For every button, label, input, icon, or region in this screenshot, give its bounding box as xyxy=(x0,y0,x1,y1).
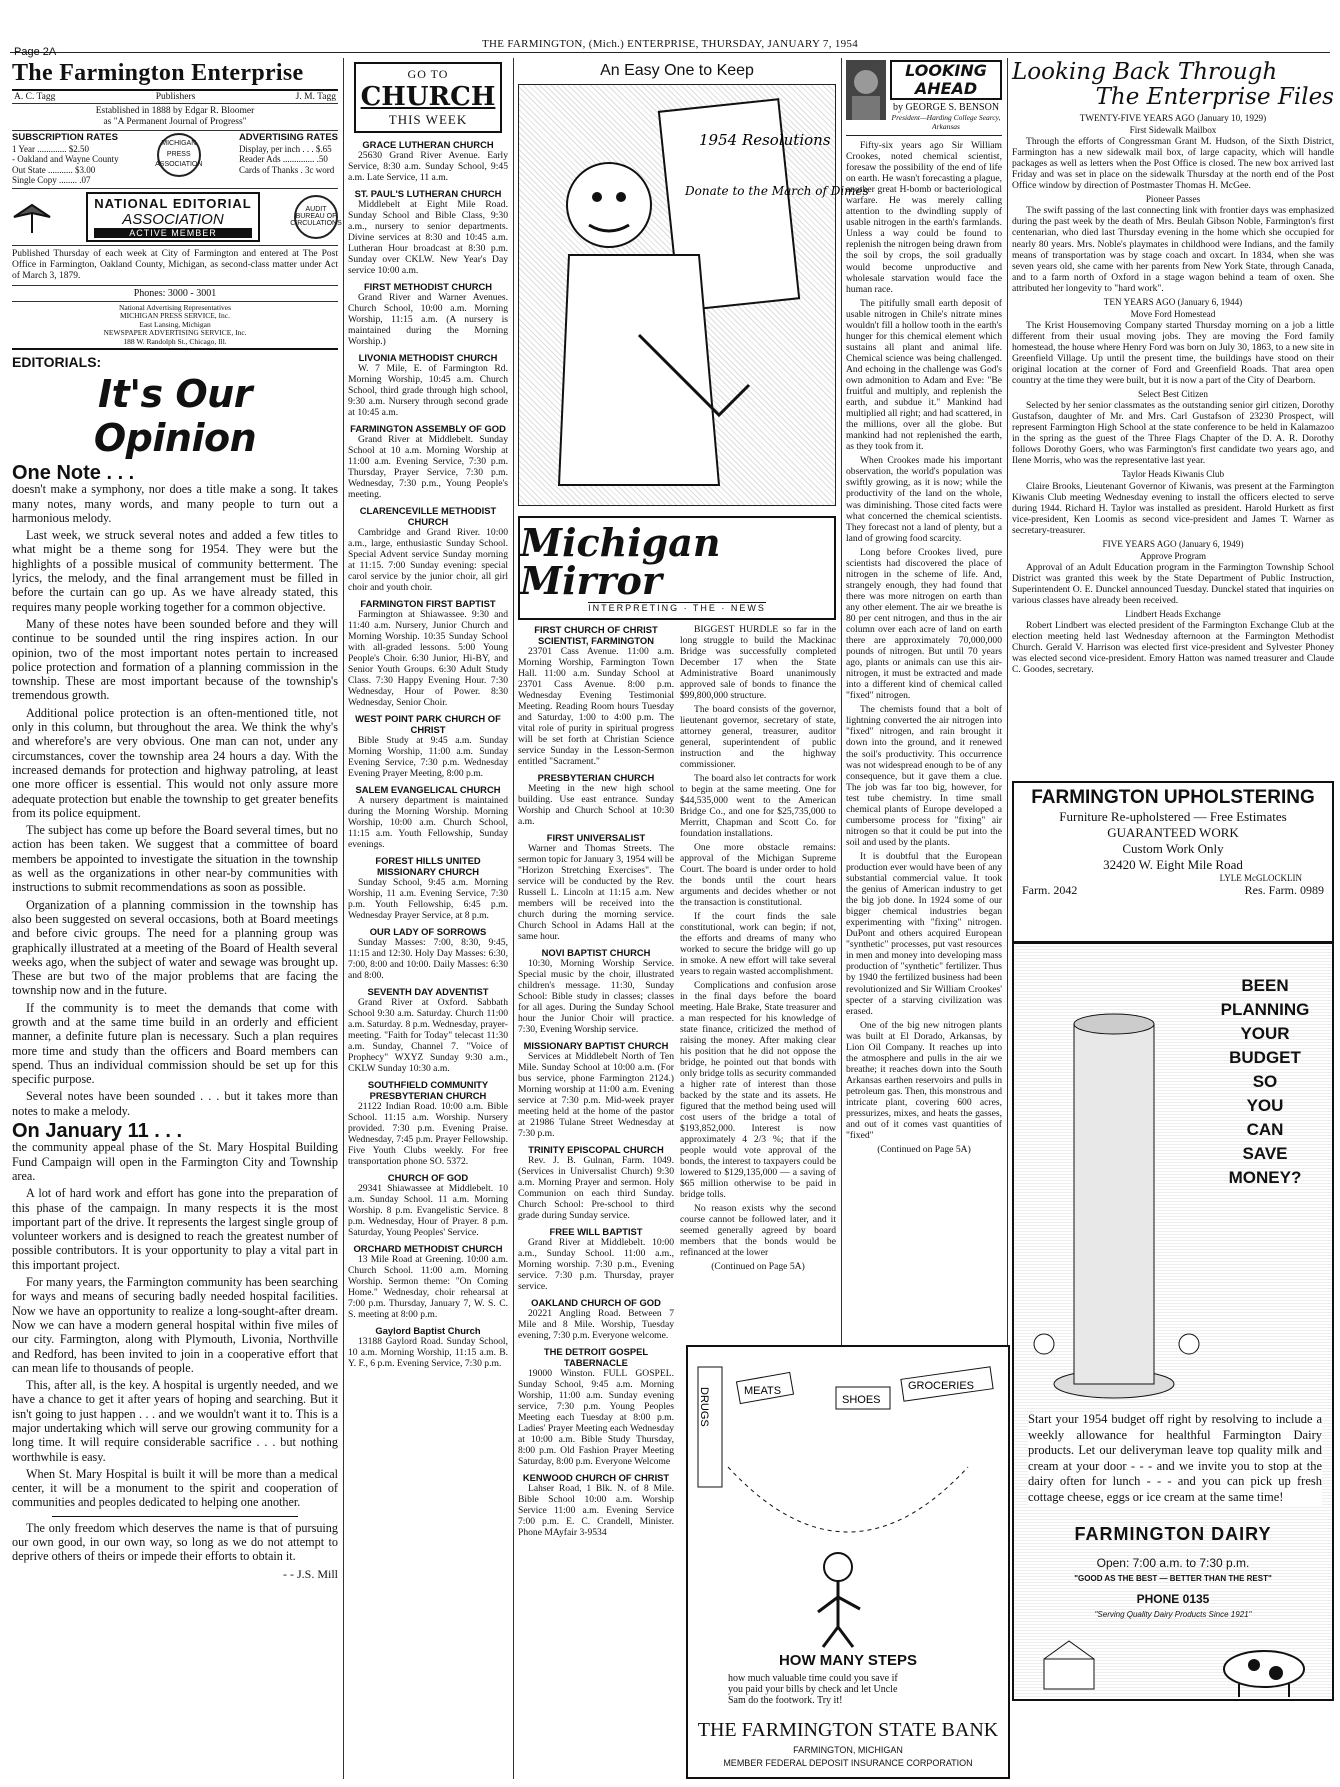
church-name: PRESBYTERIAN CHURCH xyxy=(537,772,655,783)
looking-ahead-column xyxy=(846,60,1002,1337)
quote-signature: - - J.S. Mill xyxy=(282,1566,338,1581)
editorial-paragraph: When St. Mary Hospital is built it will be more than a medical center, it will be a monument to the spirit and cooperation of communities and peoples dedicated to helping one another. xyxy=(12,1466,338,1510)
dairy-q-word: SAVE xyxy=(1242,1144,1288,1163)
scroll-title: 1954 Resolutions xyxy=(699,131,831,149)
church-name: FARMINGTON FIRST BAPTIST xyxy=(360,598,496,609)
seal-text: AUDIT BUREAU OF CIRCULATIONS xyxy=(290,206,342,227)
sign-shoes: SHOES xyxy=(842,1394,881,1406)
church-name: THE DETROIT GOSPEL TABERNACLE xyxy=(543,1346,649,1368)
eagle-icon xyxy=(12,199,52,235)
bank-name: THE FARMINGTON STATE BANK xyxy=(697,1719,999,1741)
adv-row: Cards of Thanks . 3c word xyxy=(238,164,335,175)
editorial-subhead-1: One Note . . . xyxy=(12,462,135,484)
mirror-title: Michigan Mirror xyxy=(520,519,721,603)
church-listing xyxy=(518,1297,674,1341)
editorial-subhead-2: On January 11 . . . xyxy=(12,1120,183,1143)
church-schedule: 20221 Angling Road. Between 7 Mile and 8 Mile. Worship, Tuesday evening, 7:30 p.m. Everyone welcome. xyxy=(518,1308,674,1341)
upholstery-phones xyxy=(1014,883,1332,898)
lb-item-heading: Select Best Citizen xyxy=(1138,389,1208,400)
lb-paragraph: Robert Lindbert was elected president of the Farmington Exchange Club at the election meeting held last Wednesday afternoon at the Farmington Methodist Church. Gerald V. Harrison was elected first vice-president and Sylvester Phoney was elected second vice-president. Emory Hatton was named treasurer and Claude C. Goodes, secretary. xyxy=(1012,620,1334,676)
church-listing xyxy=(518,1040,674,1139)
church-listing xyxy=(348,139,508,183)
upholstery-res-phone: Res. Farm. 0989 xyxy=(1244,883,1324,897)
subscription-heading: SUBSCRIPTION RATES xyxy=(12,132,118,143)
looking-ahead-box xyxy=(890,60,1002,100)
portrait-icon xyxy=(846,60,886,120)
lb-paragraph: The swift passing of the last connecting link with frontier days was emphasized during the past week by the death of Mrs. Beulah Gibson Noble, Farmington's first centenarian, who died last Thursday evening in the home which she occupied for nearly 80 years. Mrs. Noble's playmates in childhood were Indians, and the family means of transportation was by stage coach and oxcart. In 1834, when she was seven years old, she came with her parents from New York State, through Canada, and to a farm north of Oxford in a stage wagon behind a team of oxen. She attributed her longevity to "hard work". xyxy=(1012,205,1334,294)
church-name: FIRST UNIVERSALIST xyxy=(546,832,646,843)
street-scene-icon xyxy=(688,1347,1008,1647)
editorial-paragraph: Additional police protection is an often-mentioned title, not only in this column, but throughout the area. We think the why's and wherefore's are very obvious. One man can not, under any circumstances, cover the township area 24 hours a day. With the increased demands for protection and highway patroling, at least one more officer is essential. This would not only assure more adequate protection but enable the township to get greater benefits from its police equipment. xyxy=(12,705,338,820)
looking-ahead-header xyxy=(846,60,1002,136)
folio-header: THE FARMINGTON, (Mich.) ENTERPRISE, THURSDAY, JANUARY 7, 1954 xyxy=(481,38,859,50)
dairy-question xyxy=(1210,974,1320,1190)
looking-ahead-body xyxy=(846,140,1002,1155)
church-name: FIRST CHURCH OF CHRIST SCIENTIST, FARMINGTON xyxy=(534,624,658,646)
continued-line: (Continued on Page 5A) xyxy=(877,1144,971,1156)
church-name: SOUTHFIELD COMMUNITY PRESBYTERIAN CHURCH xyxy=(367,1079,489,1101)
church-listing xyxy=(348,986,508,1074)
lb-item-heading: Lindbert Heads Exchange xyxy=(1125,609,1221,620)
folio-bar xyxy=(10,36,1330,58)
lb-paragraph: The Krist Housemoving Company started Thursday morning on a job a little different from their usual moving jobs. They are moving the Ford family homestead, the house where Henry Ford was born on July 30, 1863, to a new site in Greenfield Village. Up until the present time, the buildings have stood on their original location at the corner of Ford and Greenfield Roads. That area open country at the time they were built, but it is now a part of the City of Dearborn. xyxy=(1012,319,1334,387)
lb-item-heading: Taylor Heads Kiwanis Club xyxy=(1121,469,1225,480)
la-paragraph: Long before Crookes lived, pure scientists had discovered the place of nitrogen in the scheme of life. And, strangely enough, they had found that there was more nitrogen on earth than any other element. The air we breathe is 80 per cent nitrogen, and thus in the air column over each acre of land on earth there are approximately 70,000,000 pounds of nitrogen. But until 70 years ago, plants or animals can use this air-nitrogen, it must be extracted and made into a different kind of chemical called "fixed" nitrogen. xyxy=(846,546,1002,702)
bank-headline: HOW MANY STEPS xyxy=(778,1652,918,1669)
church-schedule: Middlebelt at Eight Mile Road. Sunday School and Bible Class, 9:30 a.m., nursery to senior departments. Divine services at 8:30 and 10:45 a.m. Lutheran Hour broadcast at 8:30 p.m. Sunday over CKLW. New Year's Day service 10:00 a.m. xyxy=(348,199,508,276)
mirror-tagline: INTERPRETING · THE · NEWS xyxy=(588,602,766,613)
lb-paragraph: Claire Brooks, Lieutenant Governor of Kiwanis, was present at the Farmington Kiwanis Club meeting Wednesday evening to install the officers elected to serve during 1944. Richard H. Taylor was installed as president. Harold Hurkett as first vice-president, Ken Loomis as second vice-president and James T. Warner as secretary-treasurer. xyxy=(1012,480,1334,536)
church-schedule: Farmington at Shiawassee. 9:30 and 11:40 a.m. Nursery, Junior Church and Morning Worship. 10:35 Sunday School with all-graded lessons. 5:00 Young People's Choir. 6:30 Junior, Hi-BY, and Senior Youth Groups. 6:30 Adult Study Class. 7:30 Happy Evening Hour. 7:30 Wednesday, Hour of Power. 8:30 Wednesday, Senior Choir. xyxy=(348,609,508,708)
cartoon-title: An Easy One to Keep xyxy=(600,62,754,79)
cartoon-man-icon xyxy=(519,85,869,503)
church-listing xyxy=(348,505,508,593)
subscription-rates xyxy=(12,133,119,186)
church-listing xyxy=(348,1325,508,1369)
dairy-q-word: YOU xyxy=(1246,1096,1284,1115)
nea-emblem xyxy=(86,192,259,242)
rep-line: East Lansing, Michigan xyxy=(139,319,211,329)
mirror-paragraph: No reason exists why the second course cannot be followed later, and it seemed generally agreed by board members that the bonds would be refinanced at the lower xyxy=(680,1203,836,1258)
church-name: FREE WILL BAPTIST xyxy=(549,1226,643,1237)
church-name: CLARENCEVILLE METHODIST CHURCH xyxy=(359,505,497,527)
dairy-q-word: CAN xyxy=(1246,1120,1284,1139)
church-listing xyxy=(518,832,674,942)
church-name: ORCHARD METHODIST CHURCH xyxy=(353,1243,503,1254)
church-schedule: 19000 Winston. FULL GOSPEL. Sunday School, 9:45 a.m. Morning Worship, 11:00 a.m. Sunday evening service, 7:30 p.m. Young Peoples Meeting each Tuesday at 8:00 p.m. Ladies' Prayer Meeting each Wednesday at 10:00 a.m. Bible Study Thursday, 8:00 p.m. Old Fashion Prayer Meeting Saturday, 8:00 p.m. Everyone Welcome xyxy=(518,1368,674,1467)
upholstery-address: 32420 W. Eight Mile Road xyxy=(1103,857,1243,872)
sub-row: 1 Year ............. $2.50 xyxy=(12,143,90,154)
dairy-q-word: PLANNING xyxy=(1220,1000,1310,1019)
bank-fdic: MEMBER FEDERAL DEPOSIT INSURANCE CORPORATION xyxy=(723,1758,973,1768)
church-listing xyxy=(348,281,508,347)
la-paragraph: One of the big new nitrogen plants was built at El Dorado, Arkansas, by Lion Oil Company. It reaches up into the atmosphere and pulls in the air we breathe; it reaches down into the South Arkansas earthen reservoirs and pulls in petroleum gas. Then, this monstrous and intricate plant, covering 600 acres, pressurizes, mixes, and heats the gasses, and out of it comes vast quantities of "fixed" xyxy=(846,1019,1002,1142)
church-column xyxy=(348,60,508,1779)
advertising-rates xyxy=(239,133,338,186)
nea-block xyxy=(12,189,342,246)
mirror-paragraph: One more obstacle remains: approval of the Michigan Supreme Court. The board is under order to hold the bonds until the court hears arguments and decides whether or not the transaction is constitutional. xyxy=(680,842,836,908)
looking-back-body xyxy=(1012,113,1334,675)
banner-go: GO TO xyxy=(407,67,449,81)
publisher-right: J. M. Tagg xyxy=(295,92,336,102)
press-association-seal-icon xyxy=(157,133,201,177)
church-name: FARMINGTON ASSEMBLY OF GOD xyxy=(350,423,506,434)
editorial-paragraph: doesn't make a symphony, nor does a title make a song. It takes many notes, many words, and many people to turn out a harmonious melody. xyxy=(12,482,338,525)
church-schedule: 13188 Gaylord Road. Sunday School, 10 a.m. Morning Worship, 11:15 a.m. B. Y. F., 6 p.m. Evening Service, 7:30 p.m. xyxy=(348,1336,508,1369)
church-listing xyxy=(348,352,508,418)
church-listing xyxy=(348,855,508,921)
sub-row: Single Copy ........ .07 xyxy=(12,175,91,185)
upholstery-owner: LYLE McGLOCKLIN xyxy=(1219,873,1302,883)
mirror-church-list xyxy=(518,624,674,1543)
church-listing xyxy=(348,188,508,276)
church-listing xyxy=(348,713,508,779)
church-name: SALEM EVANGELICAL CHURCH xyxy=(355,784,501,795)
la-paragraph: Fifty-six years ago Sir William Crookes, noted chemical scientist, foresaw the possibility of the end of life on earth. He wasn't forecasting a plague, another great H-bomb or bacteriological warfare. He was merely calling attention to the dwindling supply of usable nitrogen in the earth's farmlands. Unless a way could be found to replenish the nitrogen being drawn from the soil by crops, the soil gradually would become unproductive and wholesale starvation would face the human race. xyxy=(846,140,1002,295)
church-name: FOREST HILLS UNITED MISSIONARY CHURCH xyxy=(375,855,481,877)
dairy-phone: PHONE 0135 xyxy=(1136,1592,1210,1606)
editorial-paragraph: Last week, we struck several notes and added a few titles to what might be a theme song for 1954. They were but the highlights of a possible musical of community betterment. The lyrics, the melody, and the final arrangement must be filled in before the curtain can go up. As we have already stated, this requires many people working together for a common objective. xyxy=(12,528,338,614)
church-schedule: 10:30, Morning Worship Service. Special music by the choir, illustrated children's message. 11:30, Sunday School: Bible study in classes; classes for all ages. During the Sunday School hour the Junior Choir will practice. 7:30, Evening Worship service. xyxy=(518,958,674,1035)
column-rule xyxy=(343,58,344,1779)
church-schedule: W. 7 Mile, E. of Farmington Rd. Morning Worship, 10:45 a.m. Church School, third grade through high school, 9:30 a.m. Nursery through second grade at 10:45 a.m. xyxy=(348,363,508,418)
upholstery-line: Custom Work Only xyxy=(1122,841,1224,856)
editorial-paragraph: the community appeal phase of the St. Mary Hospital Building Fund Campaign will open in the Farmington City and Township area. xyxy=(12,1140,338,1183)
church-listing xyxy=(348,926,508,981)
upholstery-phone: Farm. 2042 xyxy=(1022,883,1078,897)
dairy-q-word: YOUR xyxy=(1240,1024,1290,1043)
lb-item-heading: Move Ford Homestead xyxy=(1130,308,1216,319)
seal-text: MICHIGAN PRESS ASSOCIATION xyxy=(155,140,203,169)
la-byline: by GEORGE S. BENSON xyxy=(892,102,1000,113)
church-schedule: Cambridge and Grand River. 10:00 a.m., large, enthusiastic Sunday School. Special Advent service Sunday morning at 11:15. 7:00 Sunday evening: special carol service by the junior choir, all girl choir and youth choir. xyxy=(348,527,508,593)
sign-groceries: GROCERIES xyxy=(908,1380,975,1392)
lb-section-heading: TEN YEARS AGO (January 6, 1944) xyxy=(1103,296,1243,307)
continued-line: (Continued on Page 5A) xyxy=(711,1261,805,1272)
quote-text: The only freedom which deserves the name is that of pursuing our own good, in our own way, so long as we do not attempt to deprive others of theirs or impede their efforts to obtain it. xyxy=(12,1520,338,1564)
scroll-note: Donate to the March of Dimes xyxy=(685,184,869,198)
motto-line: as "A Permanent Journal of Progress" xyxy=(103,117,247,127)
lb-title-1: Looking Back Through xyxy=(1012,59,1278,85)
editorial-paragraph: The subject has come up before the Board several times, but no action has been taken. We suggest that a committee of board members be appointed to investigate the situation in the township as well as the organizations in other near-by communities with instructions to submit recommendations as soon as possible. xyxy=(12,823,338,895)
church-name: NOVI BAPTIST CHURCH xyxy=(541,947,651,958)
page-number: Page 2A xyxy=(14,46,57,58)
la-role: President—Harding College Searcy, Arkansas xyxy=(891,113,1001,131)
editorial-paragraph: Organization of a planning commission in the township has also been suggested on several occasions, both at Board meetings and before civic groups. The need for a planning group was graphically illustrated at a meeting of the Board of Health several weeks ago, when the subject of water and sewage was brought up. These are but two of the major problems that are facing the township now and in the future. xyxy=(12,897,338,998)
lb-item-heading: First Sidewalk Mailbox xyxy=(1129,125,1217,136)
mirror-paragraph: BIGGEST HURDLE so far in the long struggle to build the Mackinac Bridge was successfully completed December 17 when the State Administrative Board unanimously approved sale of bonds to finance the $99,800,000 structure. xyxy=(680,624,836,701)
la-paragraph: When Crookes made his important observation, the world's population was swiftly growing, as it is now; while the productivity of the land on the whole, was diminishing. Those cited facts were what concerned the chemical scientists. They forecast not a land of plenty, but a land of growing food scarcity. xyxy=(846,455,1002,544)
church-name: KENWOOD CHURCH OF CHRIST xyxy=(522,1472,670,1483)
church-list xyxy=(348,139,508,1369)
lb-item-heading: Approve Program xyxy=(1139,550,1207,561)
church-schedule: Rev. J. B. Gulnan, Farm. 1049. (Services in Universalist Church) 9:30 a.m. Morning Prayer and sermon. Holy Communion on each third Sunday. Church School: Pre-school to third grade during Sunday service. xyxy=(518,1155,674,1221)
mirror-paragraph: The board consists of the governor, lieutenant governor, secretary of state, attorney general, treasurer, auditor general, superintendent of public instruction and the highway commissioner. xyxy=(680,704,836,770)
editorial-paragraph: Several notes have been sounded . . . but it takes more than notes to make a melody. xyxy=(12,1089,338,1118)
church-schedule: Meeting in the new high school building. Use east entrance. Sunday Worship and Church School at 10:30 a.m. xyxy=(518,783,674,827)
upholstery-name: FARMINGTON UPHOLSTERING xyxy=(1031,787,1315,808)
editorial-heading: It's Our Opinion xyxy=(93,372,257,460)
upholstery-advertisement xyxy=(1012,781,1334,943)
la-paragraph: It is doubtful that the European production ever would have been of any substantial commercial value. It took the genius of American industry to get the big job done. In 1924 some of our bigger chemical industries began experimenting with "fixing" nitrogen. DuPont and others acquired European "synthetic" processes, put vast resources in men and money into developing mass production of "synthetic" fertilizer. Thus by 1940 the fertilized business had been revolutionized and Sir William Crookes' specter of a starving civilization was erased. xyxy=(846,850,1002,1017)
church-schedule: 21122 Indian Road. 10:00 a.m. Bible School. 11:15 a.m. Worship. Nursery provided. 7:30 p.m. Evening Praise. Wednesday, 7:45 p.m. Prayer Fellowship. Five Youth Clubs weekly. For free transportation phone SO. 5372. xyxy=(348,1101,508,1167)
lb-paragraph: Through the efforts of Congressman Grant M. Hudson, of the Sixth District, Farmington has a new sidewalk mail box, of large capacity, which will handle packages as well as letters when the Post Office is closed. The new box arrived last Friday and was set in place on the sidewalk Thursday at the north end of the Post Office window by direction of Postmaster Thomas H. McGee. xyxy=(1012,136,1334,192)
divider xyxy=(52,1516,298,1517)
church-listing xyxy=(518,1346,674,1467)
dairy-q-word: BEEN xyxy=(1241,976,1289,995)
dairy-hours: Open: 7:00 a.m. to 7:30 p.m. xyxy=(1096,1556,1250,1570)
rep-line: MICHIGAN PRESS SERVICE, Inc. xyxy=(119,311,231,320)
masthead-title: The Farmington Enterprise xyxy=(12,60,338,91)
editorial-paragraph: For many years, the Farmington community has been searching for ways and means of securing badly needed hospital facilities. Now we have an opportunity to realize a long-sought-after dream. Now we can have a modern general hospital within five miles of our city. Farmington, along with Plymouth, Livonia, Northville and Redford, has been invited to join in a cooperative effort that can mean life to thousands of people. xyxy=(12,1275,338,1375)
church-listing xyxy=(518,1472,674,1538)
church-name: TRINITY EPISCOPAL CHURCH xyxy=(528,1144,664,1155)
church-listing xyxy=(348,423,508,500)
sub-row: - Oakland and Wayne County xyxy=(12,154,119,164)
banner-week: THIS WEEK xyxy=(388,112,468,127)
dairy-since: "Serving Quality Dairy Products Since 1921" xyxy=(1094,1610,1252,1619)
dairy-q-word: SO xyxy=(1252,1072,1278,1091)
la-paragraph: The chemists found that a bolt of lightning converted the air nitrogen into "fixed" nitrogen, and rain brought it down into the ground, and it renewed the soil's productivity. This occurrence was not widespread enough to be of any consequence, but it gave them a clue. The job was far too big, however, for test tube chemistry. In time small chemical plants of Europe developed a cumbersome process for "fixing" air nitrogen so that it could be put into the soil and used by the plants. xyxy=(846,704,1002,848)
church-schedule: Lahser Road, 1 Blk. N. of 8 Mile. Bible School 10:00 a.m. Worship Service 11:00 a.m. Evening Service 7:00 p.m. E. C. Crandell, Minister. Phone MAyfair 3-9534 xyxy=(518,1483,674,1538)
dairy-slogan: "GOOD AS THE BEST — BETTER THAN THE REST" xyxy=(1074,1574,1272,1583)
church-name: FIRST METHODIST CHURCH xyxy=(363,281,493,292)
dairy-q-word: MONEY? xyxy=(1228,1168,1302,1187)
rep-line: NEWSPAPER ADVERTISING SERVICE, Inc. xyxy=(103,328,247,337)
la-paragraph: The pitifully small earth deposit of usable nitrogen in Chile's nitrate mines wouldn't fill a hollow tooth in the earth's hunger for this chemical element which sustains all plant and animal life. Chemical science was being challenged. And echoing in the challenge was God's own admonition to Adam and Eve: "Be fruitful and multiply, and replenish the earth, and subdue it." Mankind had multiplied all right; and had scattered, in the millions, over all the globe. But mankind had not replenished the earth, as they took from it. xyxy=(846,297,1002,453)
dairy-body: Start your 1954 budget off right by resolving to include a weekly allowance for healthful Farmington Dairy products. Let our deliveryman leave top quality milk and cream at your door - - - and we invite you to stop at the dairy often for lunch - - - and you can pick up fresh cottage cheese, eggs or ice cream at the same time! xyxy=(1028,1412,1322,1504)
lb-section-heading: FIVE YEARS AGO (January 6, 1949) xyxy=(1102,538,1244,549)
publishers-label: Publishers xyxy=(155,92,196,102)
cow-farm-icon xyxy=(1014,1629,1332,1699)
bank-address: FARMINGTON, MICHIGAN xyxy=(793,1745,903,1755)
sign-meats: MEATS xyxy=(744,1385,782,1397)
upholstery-line: GUARANTEED WORK xyxy=(1107,825,1239,840)
editorial-column xyxy=(12,60,342,1779)
editorial-paragraph: A lot of hard work and effort has gone into the preparation of this phase of the campaign. In many respects it is the most important part of the drive. It represents the largest single group of volunteer workers and is designed to reach the greatest number of possible contributors. It is your opportunity to play a vital part in this important project. xyxy=(12,1186,338,1272)
nea-line-3: ACTIVE MEMBER xyxy=(94,228,251,238)
church-schedule: 29341 Shiawassee at Middlebelt. 10 a.m. Sunday School. 11 a.m. Morning Worship. 8 p.m. Evangelistic Service. 8 p.m. Wednesday, Hour of Prayer. 8 p.m. Saturday, Young Peoples' Service. xyxy=(348,1183,508,1238)
church-name: MISSIONARY BAPTIST CHURCH xyxy=(523,1040,669,1051)
church-listing xyxy=(348,1079,508,1167)
church-listing xyxy=(518,947,674,1035)
established-line: Established in 1888 by Edgar R. Bloomer xyxy=(95,106,255,116)
editorial-body xyxy=(12,462,338,1581)
advertising-representatives xyxy=(12,302,338,351)
church-listing xyxy=(518,1144,674,1221)
audit-bureau-seal-icon xyxy=(290,195,342,239)
church-name: OAKLAND CHURCH OF GOD xyxy=(531,1297,661,1308)
la-title-1: LOOKING xyxy=(905,61,987,80)
column-rule xyxy=(513,58,514,1779)
masthead-publishers xyxy=(12,91,338,104)
church-listing xyxy=(348,1172,508,1238)
church-schedule: A nursery department is maintained during the Morning Worship. Morning Worship, 10:00 a.m. Church School, 11:15 a.m. Youth Fellowship, Sunday evenings. xyxy=(348,795,508,850)
church-schedule: Grand River at Middlebelt. 10:00 a.m., Sunday School. 11:00 a.m., Morning worship. 7:30 p.m., Evening service. 7:30 p.m. Thursday, prayer service. xyxy=(518,1237,674,1292)
go-to-church-banner xyxy=(354,62,502,133)
church-schedule: 13 Mile Road at Greening. 10:00 a.m. Church School. 11:00 a.m. Morning Worship. Sermon theme: "On Coming Home." Wednesday, choir rehearsal at 7:00 p.m. Thursday, January 7, W. S. C. S. meeting at 8:00 p.m. xyxy=(348,1254,508,1320)
church-schedule: Bible Study at 9:45 a.m. Sunday Morning Worship, 11:00 a.m. Sunday Evening Service, 7:30 p.m. Wednesday Evening Prayer Meeting, 8:00 p.m. xyxy=(348,735,508,779)
editorial-paragraph: Many of these notes have been sounded before and they will continue to be sounded until the ring inspires action. In our opinion, two of the most important notes pertain to increased police protection and formation of a planning commission in the township. These are most important because of the township's tremendous growth. xyxy=(12,616,338,703)
masthead-established xyxy=(12,104,338,131)
church-schedule: 25630 Grand River Avenue. Early Service, 8:30 a.m. Sunday School, 9:45 a.m. Late Service, 11 a.m. xyxy=(348,150,508,183)
church-name: GRACE LUTHERAN CHURCH xyxy=(362,139,494,150)
dairy-name: FARMINGTON DAIRY xyxy=(1074,1524,1272,1544)
adv-row: Display, per inch . . . $.65 xyxy=(238,143,332,154)
author-photo xyxy=(846,60,886,120)
church-schedule: Warner and Thomas Streets. The sermon topic for January 3, 1954 will be "Horizon Stretching Exercises". The service will be conducted by the Rev. Russell L. Lincoln at 11:15 a.m. New members will be received into the church during the morning service. Church School in Adams Hall at the same hour. xyxy=(518,843,674,942)
church-listing xyxy=(348,784,508,850)
looking-back-title xyxy=(1012,60,1334,110)
bank-text: how much valuable time could you save if you paid your bills by check and let Uncle Sam do the footwork. Try it! xyxy=(728,1673,898,1706)
la-title-2: AHEAD xyxy=(914,79,978,98)
adv-row: Reader Ads .............. .50 xyxy=(238,154,328,164)
cartoon-illustration xyxy=(518,84,869,506)
church-schedule: Grand River at Middlebelt. Sunday School at 10 a.m. Morning Worship at 11:00 a.m. Evening Service, 7:30 p.m. Thursday, Prayer Service, 7:30 p.m. Wednesday, 7:30 p.m., Young People's meeting. xyxy=(348,434,508,500)
church-schedule: Sunday School, 9:45 a.m. Morning Worship, 11 a.m. Evening Service, 7:30 p.m. Youth Fellowship, 6:45 p.m. Wednesday Prayer Service, at 8 p.m. xyxy=(348,877,508,921)
publication-notice: Published Thursday of each week at City of Farmington and entered at The Post Office in Farmington, Oakland County, Michigan, as second-class matter under Act of March 3, 1879. xyxy=(12,246,338,286)
looking-ahead-title xyxy=(890,60,1002,131)
church-schedule: Sunday Masses: 7:00, 8:30, 9:45, 11:15 and 12:30. Holy Day Masses: 6:30, 7:00, 8:00 and 10:00. Daily Masses: 6:30 and 8:00. xyxy=(348,937,508,981)
lb-section-heading: TWENTY-FIVE YEARS AGO (January 10, 1929) xyxy=(1079,113,1267,123)
michigan-mirror-banner xyxy=(518,516,836,620)
lb-paragraph: Approval of an Adult Education program in the Farmington Township School District was granted this week by the State Department of Public Instruction, Superintendent O. E. Dunckel announced Tuesday. Dunckel stated that inquiries on various classes have already been received. xyxy=(1012,561,1334,606)
advertising-heading: ADVERTISING RATES xyxy=(238,132,338,143)
church-name: ST. PAUL'S LUTHERAN CHURCH xyxy=(354,188,502,199)
church-schedule: Services at Middlebelt North of Ten Mile. Sunday School at 10:00 a.m. (For bus service, phone Farmington 2124.) Morning worship at 11:00 a.m. Evening service at 7:30 p.m. Mid-week prayer meeting held at the home of the pastor at 21986 Tulane Street Wednesday at 7:30 p.m. xyxy=(518,1051,674,1139)
mirror-paragraph: Complications and confusion arose in the final days before the board meeting. Hale Brake, State treasurer and a man respected for his knowledge of state finance, criticized the method of raising the money. After making clear his position that he did not oppose the bridge, he pointed out that bonds with only bridge tolls as security commanded a higher rate of interest than those backed by the state and its assets. He figured that the method being used will cost users of the bridge a total of $193,852,000. Interest is now approximately 4 2/3 %; that if the people would vote approval of the bonds, the interest to taxpayers could be lowered to $129,135,000 — a saving of $65 million otherwise to be paid in bridge tolls. xyxy=(680,980,836,1200)
church-schedule: 23701 Cass Avenue. 11:00 a.m. Morning Worship, Farmington Town Hall. 11:00 a.m. Sunday School at 23701 Cass Avenue. 8:00 p.m. Wednesday Evening Testimonial Meeting. Reading Room hours Tuesday and Saturday, 1:00 to 4:00 p.m. The vital role of purity in spiritual progress will be set forth at Christian Science service Sunday in the Lesson-Sermon entitled "Sacrament." xyxy=(518,646,674,767)
sub-row: Out State ........... $3.00 xyxy=(12,164,96,175)
upholstery-line: Furniture Re-upholstered — Free Estimates xyxy=(1059,809,1287,824)
church-schedule: Grand River and Warner Avenues. Church School, 10:00 a.m. Morning Worship, 11:15 a.m. (A nursery is maintained during the Morning Worship.) xyxy=(348,292,508,347)
church-listing xyxy=(348,1243,508,1320)
mirror-paragraph: The board also let contracts for work to begin at the same meeting. One for $44,535,000 went to the American Bridge Co., and one for $25,735,000 to Merritt, Chapman and Scott Co. for foundation installations. xyxy=(680,773,836,839)
church-name: WEST POINT PARK CHURCH OF CHRIST xyxy=(355,713,501,735)
lb-title-2: The Enterprise Files xyxy=(1095,84,1334,110)
rep-line: 188 W. Randolph St., Chicago, Ill. xyxy=(123,336,227,346)
nea-line-2: ASSOCIATION xyxy=(122,210,224,228)
banner-church: CHURCH xyxy=(360,82,496,112)
church-listing xyxy=(518,624,674,767)
publisher-left: A. C. Tagg xyxy=(14,92,56,102)
phones-line: Phones: 3000 - 3001 xyxy=(12,286,338,302)
mirror-paragraph: If the court finds the sale constitutional, work can begin; if not, the efforts and dreams of many who worked to secure the bridge will go up in smoke. A new effort will take several years to regain wasted accomplishment. xyxy=(680,911,836,977)
church-listing xyxy=(518,772,674,827)
church-name: OUR LADY OF SORROWS xyxy=(369,926,487,937)
dairy-advertisement xyxy=(1012,942,1334,1701)
church-name: LIVONIA METHODIST CHURCH xyxy=(358,352,498,363)
church-name: Gaylord Baptist Church xyxy=(375,1325,481,1336)
church-name: CHURCH OF GOD xyxy=(387,1172,469,1183)
bank-advertisement xyxy=(686,1345,1010,1779)
sign-drugs: DRUGS xyxy=(698,1387,710,1427)
church-listing xyxy=(348,598,508,708)
editorial-paragraph: If the community is to meet the demands that come with growth and at the same time build in an orderly and efficient manner, a definite future plan is necessary. Such a plan requires more time and study than the officers and Board members can spend. Thus an individual commission should be set up for this specific purpose. xyxy=(12,1000,338,1087)
church-schedule: Grand River at Oxford. Sabbath School 9:30 a.m. Saturday. Church 11:00 a.m. Saturday. 8 p.m. Wednesday, prayer-meeting. "Faith for Today" telecast 11:30 a.m. Sunday, Channel 7. "Voice of Prophecy" WXYZ Sunday 9:30 a.m., CKLW Sunday 10:30 a.m. xyxy=(348,997,508,1074)
church-listing xyxy=(518,1226,674,1292)
nea-line-1: NATIONAL EDITORIAL xyxy=(94,195,252,211)
lb-item-heading: Pioneer Passes xyxy=(1145,194,1201,205)
rep-line: National Advertising Representatives xyxy=(118,302,232,312)
lb-paragraph: Selected by her senior classmates as the outstanding senior girl citizen, Dorothy Gustafson, daughter of Mr. and Mrs. Carl Gustafson of 23230 Prospect, will represent Farmington High School at the state conference to be held in Kalamazoo in the spring as the guest of the Three Flags Chapter of the D. A. R. Dorothy follows Dorothy Goers, who was Farmington's first candidate two years ago, and Ilene Morris, who was the representative last year. xyxy=(1012,400,1334,467)
editorials-label: EDITORIALS: xyxy=(12,354,102,370)
church-name: SEVENTH DAY ADVENTIST xyxy=(367,986,489,997)
editorial-paragraph: This, after all, is the key. A hospital is urgently needed, and we have a chance to get it after years of hoping and searching. But it isn't going to just happen . . . and we wouldn't want it to. This is a major undertaking which will serve our growing community for a long time. It will require considerable sacrifice . . . but nothing worthwhile is easy. xyxy=(12,1378,338,1464)
dairy-q-word: BUDGET xyxy=(1229,1048,1301,1067)
rates-block xyxy=(12,131,338,189)
